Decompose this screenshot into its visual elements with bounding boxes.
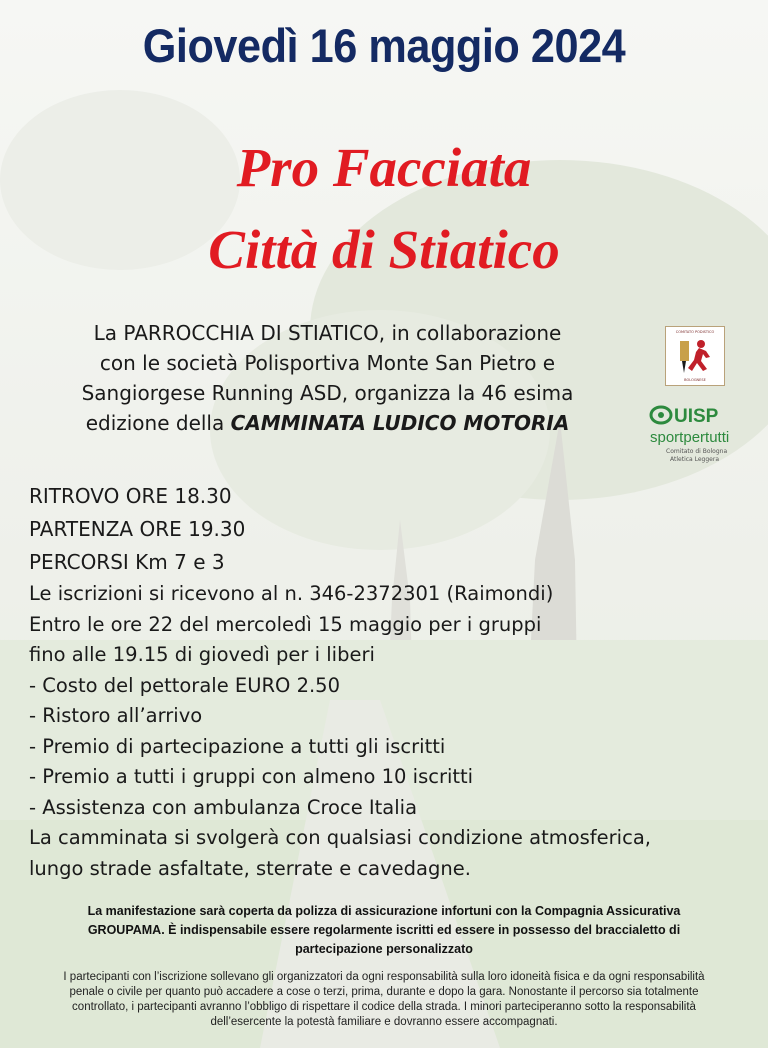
event-title-line1: Pro Facciata xyxy=(236,137,532,198)
insurance-line: GROUPAMA. È indispensabile essere regolarmente iscritti ed essere in possesso del braccialetto di xyxy=(87,923,681,937)
disclaimer-line: controllato, i partecipanti avranno l’obbligo di rispettare il codice della strada. I minori parteciperanno sotto la responsabilità xyxy=(72,1001,696,1013)
disclaimer-line: dell’esercente la potestà familiare e dovranno essere accompagnati. xyxy=(210,1016,558,1028)
group-deadline: Entro le ore 22 del mercoledì 15 maggio per i gruppi xyxy=(29,612,542,636)
cp-logo-top-text: COMITATO PODISTICO xyxy=(675,330,715,334)
intro-line xyxy=(20,408,635,438)
uisp-name: UISP xyxy=(674,406,719,427)
intro-line: Sangiorgese Running ASD, organizza la 46 esima xyxy=(81,381,574,405)
insurance-line: La manifestazione sarà coperta da polizza di assicurazione infortuni con la Compagnia Assicurativa xyxy=(87,904,681,918)
uisp-logo xyxy=(648,402,748,464)
insurance-line: partecipazione personalizzato xyxy=(295,942,473,956)
list-item: - Costo del pettorale EURO 2.50 xyxy=(29,673,340,697)
event-name-emphasis: CAMMINATA LUDICO MOTORIA xyxy=(230,411,570,435)
uisp-tagline: sportpertutti xyxy=(650,429,730,446)
routes: PERCORSI Km 7 e 3 xyxy=(29,550,225,574)
cp-bolognese-logo xyxy=(665,326,725,386)
uisp-subtitle-2: Atletica Leggera xyxy=(670,456,719,463)
uisp-subtitle-1: Comitato di Bologna xyxy=(666,448,728,455)
intro-paragraph xyxy=(20,318,635,438)
list-item: - Premio di partecipazione a tutti gli iscritti xyxy=(29,734,446,758)
list-item: - Assistenza con ambulanza Croce Italia xyxy=(29,795,418,819)
individual-deadline: fino alle 19.15 di giovedì per i liberi xyxy=(29,643,375,666)
disclaimer-line: penale o civile per quanto può accadere a cose o terzi, prima, durante e dopo la gara. Nonostante il percorso sia totalmente xyxy=(69,986,699,998)
disclaimer-line: I partecipanti con l’iscrizione sollevano gli organizzatori da ogni responsabilità sulla loro idoneità fisica e da ogni responsabilità xyxy=(63,971,705,983)
weather-note: La camminata si svolgerà con qualsiasi condizione atmosferica, xyxy=(29,826,651,849)
event-title-line2: Città di Stiatico xyxy=(208,219,560,280)
intro-text: edizione della xyxy=(85,411,231,435)
event-date-heading: Giovedì 16 maggio 2024 xyxy=(142,19,626,72)
meeting-time: RITROVO ORE 18.30 xyxy=(29,484,232,508)
registration-info: Le iscrizioni si ricevono al n. 346-2372301 (Raimondi) xyxy=(29,582,554,605)
list-item: - Premio a tutti i gruppi con almeno 10 iscritti xyxy=(29,765,474,788)
start-time: PARTENZA ORE 19.30 xyxy=(29,517,246,541)
list-item: - Ristoro all’arrivo xyxy=(29,704,203,727)
insurance-notice xyxy=(40,902,728,959)
intro-line: La PARROCCHIA DI STIATICO, in collaborazione xyxy=(93,321,562,345)
event-details xyxy=(29,480,749,884)
cp-logo-bottom-text: BOLOGNESE xyxy=(684,378,706,382)
liability-disclaimer xyxy=(30,970,738,1030)
intro-line: con le società Polisportiva Monte San Pietro e xyxy=(99,351,556,375)
terrain-note: lungo strade asfaltate, sterrate e cavedagne. xyxy=(29,856,471,880)
